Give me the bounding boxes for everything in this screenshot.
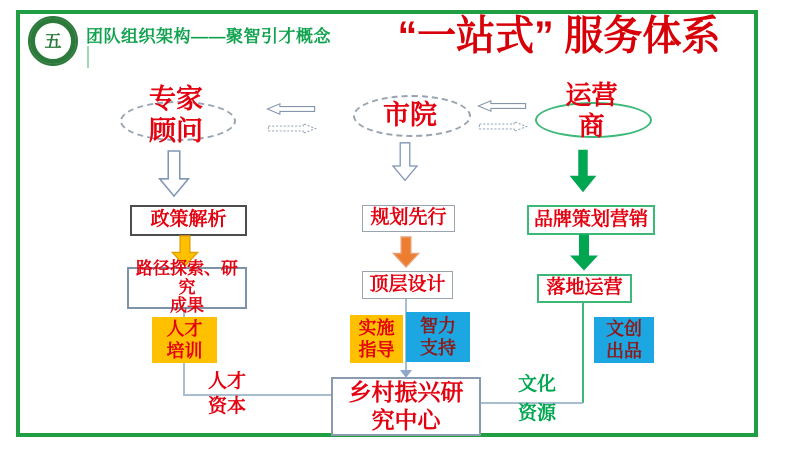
implementation-line1: 实施 bbox=[358, 317, 395, 338]
institute-label: 市院 bbox=[383, 100, 437, 130]
cultural-creation-line2: 出品 bbox=[606, 341, 642, 361]
hollow-left-arrow-icon bbox=[477, 98, 527, 114]
talent-capital-label-bottom: 资本 bbox=[208, 396, 247, 417]
center-title-line1: 乡村振兴研 bbox=[348, 379, 464, 406]
dashed-right-arrow-icon bbox=[478, 120, 528, 133]
section-number-badge bbox=[28, 16, 78, 66]
culture-resource-label-top: 文化 bbox=[518, 374, 557, 395]
talent-capital-label-top: 人才 bbox=[208, 371, 247, 392]
dashed-right-arrow-icon bbox=[267, 122, 317, 135]
connector-left-horizontal bbox=[183, 394, 332, 396]
planning-first-box bbox=[362, 205, 455, 232]
title-tick-divider bbox=[87, 46, 89, 68]
policy-analysis-box bbox=[130, 205, 247, 236]
cultural-creation-line1: 文创 bbox=[606, 318, 642, 339]
orange-down-arrow-icon bbox=[391, 236, 421, 269]
section-title: 团队组织架构——聚智引才概念 bbox=[86, 27, 331, 46]
intellectual-line2: 支持 bbox=[420, 338, 456, 358]
intellectual-support-label bbox=[420, 315, 456, 360]
path-exploration-line1: 路径探索、研究 bbox=[136, 258, 238, 297]
talent-training-label bbox=[167, 318, 203, 363]
hollow-left-arrow-icon bbox=[266, 101, 316, 117]
culture-resource-label-bottom: 资源 bbox=[518, 403, 557, 424]
expert-line1: 专家 bbox=[149, 84, 203, 114]
landing-operation-box bbox=[537, 274, 632, 303]
center-title-line2: 究中心 bbox=[371, 406, 441, 433]
intellectual-line1: 智力 bbox=[420, 315, 456, 336]
green-down-arrow-icon bbox=[568, 233, 600, 272]
implementation-line2: 指导 bbox=[358, 340, 395, 360]
page-title: “一站式” 服务体系 bbox=[397, 13, 721, 60]
operator-line1: 运营 bbox=[565, 80, 618, 110]
top-level-design-box bbox=[362, 271, 453, 299]
talent-training-line1: 人才 bbox=[166, 318, 203, 339]
path-exploration-box bbox=[127, 258, 247, 316]
talent-training-line2: 培训 bbox=[166, 341, 203, 361]
expert-line2: 顾问 bbox=[149, 115, 203, 146]
cultural-creation-label bbox=[606, 318, 642, 363]
talent-training-box bbox=[152, 317, 217, 363]
intellectual-support-box bbox=[406, 312, 470, 362]
hollow-down-arrow-icon bbox=[389, 142, 421, 182]
badge-number: 五 bbox=[44, 31, 62, 51]
implementation-guidance-box bbox=[350, 315, 403, 363]
policy-analysis-label: 政策解析 bbox=[150, 209, 227, 231]
hollow-down-arrow-icon bbox=[157, 150, 191, 198]
planning-first-label: 规划先行 bbox=[370, 207, 447, 229]
path-exploration-line2: 成果 bbox=[170, 296, 204, 316]
cultural-creation-box bbox=[594, 317, 654, 363]
top-level-design-label: 顶层设计 bbox=[369, 273, 446, 295]
expert-label bbox=[120, 84, 232, 148]
badge-ring bbox=[30, 18, 76, 64]
rural-revitalization-center-box bbox=[331, 377, 481, 436]
operator-line2: 商 bbox=[578, 110, 605, 141]
implementation-guidance-label bbox=[359, 317, 395, 362]
green-down-arrow-icon bbox=[567, 149, 599, 193]
landing-operation-label: 落地运营 bbox=[546, 277, 623, 299]
operator-label bbox=[535, 80, 648, 141]
brand-marketing-label: 品牌策划营销 bbox=[533, 208, 648, 230]
connector-right-vertical bbox=[582, 300, 584, 403]
brand-marketing-box bbox=[527, 205, 655, 235]
